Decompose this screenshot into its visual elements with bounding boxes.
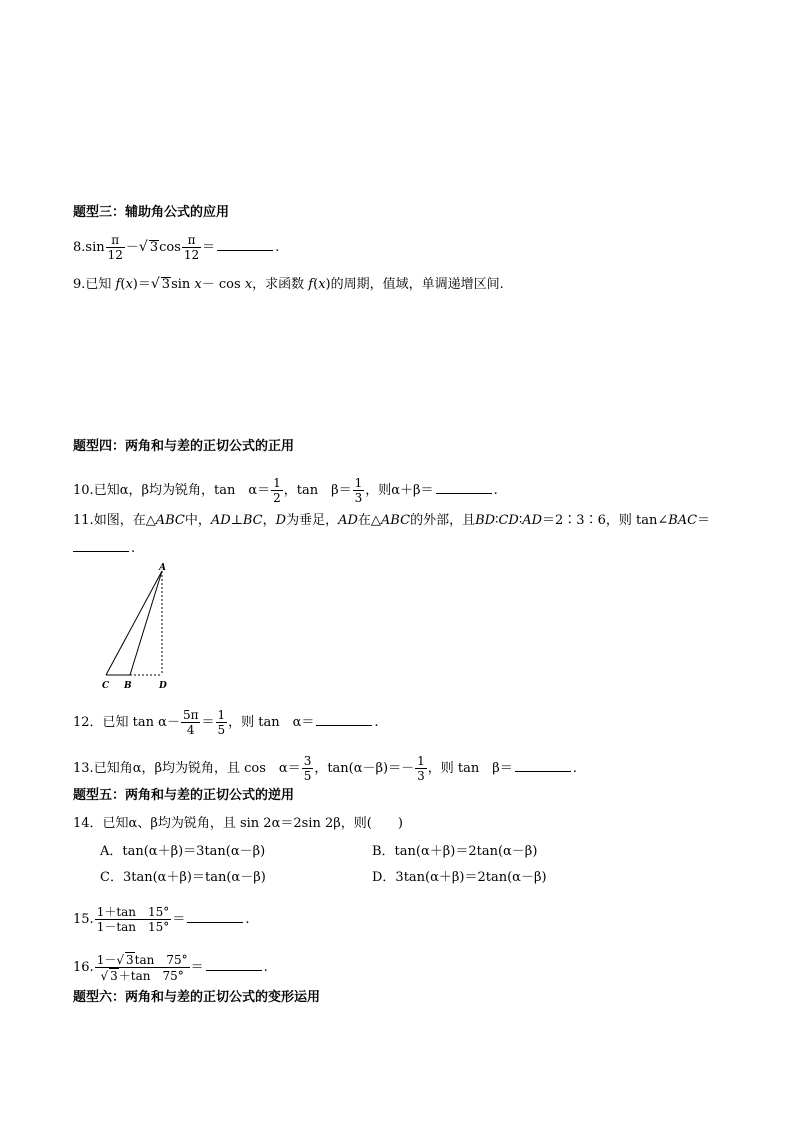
label-a: A [159,563,166,573]
q12-frac2 [216,708,228,737]
q9-eq: ＝ [137,277,151,292]
q11-perp: ⊥ [230,513,243,528]
q13-frac2-den: 3 [417,769,425,783]
q9-text1: 已知 [85,277,116,292]
sqrt-icon: √ [138,239,148,255]
q9-text3: 的周期，值域，单调递增区间. [330,277,504,292]
q10-frac2-num: 1 [354,476,363,490]
q10-frac1-den: 2 [273,491,281,505]
q16-num-b: tan 75° [134,953,188,967]
question-11-cont [73,539,135,558]
q9-x3: x [244,277,253,292]
q9-cos: － cos [201,277,245,292]
q11-bc: BC [242,513,263,528]
answer-blank[interactable] [217,238,273,251]
q16-num-sqrt3: 3 [125,953,134,967]
section4-title: 题型四：两角和与差的正切公式的正用 [73,439,295,454]
q10-frac1 [271,476,283,505]
q10-frac2 [353,476,365,505]
q13-number: 13. [73,761,94,776]
q15-frac-num: 1＋tan 15° [96,905,170,919]
question-9: 9.已知 f(x)＝√ 3sin x－ cos x，求函数 f(x)的周期，值域，单调递增区间. [73,276,504,292]
q13-end: . [572,761,577,776]
q12-number: 12． [73,715,103,730]
q11-ad3: AD [522,513,543,528]
q8-frac2-num: π [187,233,196,247]
q11-text1: 如图，在△ [93,513,156,528]
q11-end: . [131,541,136,556]
q16-num-a: 1－ [96,953,117,967]
q15-eq: ＝ [172,912,186,927]
q11-ad2: AD [338,513,358,528]
q11-colon1: ∶ [495,513,499,528]
q16-frac [95,952,190,983]
option-c[interactable]: C．3tan(α＋β)＝tan(α－β) [100,870,266,885]
q11-text5: 的外部，且 [410,513,476,528]
q10-number: 10. [73,483,94,498]
q11-text4: 在△ [357,513,381,528]
q11-ad: AD [210,513,231,528]
q12-frac2-num: 1 [217,708,226,722]
q13-frac2-num: 1 [417,754,425,768]
q9-number: 9. [73,277,86,292]
q11-bd: BD [475,513,496,528]
q9-sqrt3: 3 [161,277,171,292]
q11-abc2: ABC [380,513,411,528]
q15-frac [95,905,172,934]
question-14-stem: 14．已知α、β均为锐角，且 sin 2α＝2sin 2β，则( ) [73,816,403,831]
q13-text1: 已知角α，β均为锐角，且 cos α＝ [93,761,301,776]
label-b: B [124,681,132,691]
q11-comma: ， [262,513,276,528]
option-d[interactable]: D．3tan(α＋β)＝2tan(α－β) [372,870,547,885]
triangle-figure [98,562,178,692]
q11-text6: ＝2∶3∶6，则 tan∠ [542,513,669,528]
q9-x2: x [194,277,202,292]
sqrt-icon: √ [150,276,160,292]
q8-frac2-den: 12 [183,248,200,262]
q10-frac2-den: 3 [354,491,363,505]
q9-f: f [115,277,121,292]
q9-x: x [125,277,133,292]
q9-x4: x [318,277,326,292]
q8-cos: cos [159,240,181,255]
q15-end: . [245,912,250,927]
question-11 [73,512,710,530]
q16-number: 16. [73,960,94,975]
question-15 [73,905,249,934]
q8-frac2 [182,233,201,262]
q8-eq: ＝ [202,240,216,255]
q15-number: 15. [73,912,94,927]
section5-title: 题型五：两角和与差的正切公式的逆用 [73,788,295,803]
q8-sqrt3: 3 [149,240,159,255]
option-b[interactable]: B．tan(α＋β)＝2tan(α－β) [372,844,538,859]
q13-frac1-den: 5 [303,769,312,783]
q10-text2: ，tan β＝ [283,483,352,498]
sqrt-icon: √ [116,953,124,967]
answer-blank[interactable] [436,481,492,494]
q16-end: . [263,960,268,975]
answer-blank[interactable] [187,910,243,923]
line-ba [130,571,162,675]
sqrt-icon: √ [100,969,109,983]
q12-frac1-den: 4 [181,722,201,737]
q13-text2: ，tan(α－β)＝－ [314,761,415,776]
q9-text2: ，求函数 [252,277,309,292]
section6-title: 题型六：两角和与差的正切公式的变形运用 [73,990,321,1005]
q13-frac1-num: 3 [303,754,312,768]
q13-frac1 [302,754,314,783]
q16-frac-num [95,952,190,967]
q8-sin: sin [85,240,105,255]
q12-alpha: α－ [158,715,180,730]
answer-blank[interactable] [316,713,372,726]
q11-d: D [275,513,287,528]
q11-text7: ＝ [697,513,711,528]
q10-end: . [493,483,498,498]
q9-f2: f [308,277,314,292]
q10-frac1-num: 1 [273,476,281,490]
question-8 [73,233,279,262]
q8-frac1-den: 12 [107,248,123,262]
q8-end: . [275,240,280,255]
q12-frac2-den: 5 [217,723,226,737]
q10-text1: 已知α，β均为锐角，tan α＝ [93,483,271,498]
question-12 [73,708,379,737]
option-a[interactable]: A．tan(α＋β)＝3tan(α－β) [100,844,266,859]
answer-blank[interactable] [73,539,129,552]
label-c: C [102,681,110,691]
q13-text3: ，则 tan β＝ [427,761,513,776]
q12-end: . [374,715,379,730]
q11-abc: ABC [155,513,185,528]
q11-number: 11. [73,513,94,528]
q9-sin: sin [171,277,195,292]
q16-eq: ＝ [190,960,204,975]
question-16 [73,952,268,983]
q12-frac1-num: 5π [182,708,199,722]
q12-eq: ＝ [201,715,215,730]
answer-blank[interactable] [515,759,571,772]
question-10 [73,476,498,505]
q16-den-sqrt3: 3 [110,969,118,983]
q8-number: 8. [73,240,86,255]
q16-den-b: ＋tan 75° [118,969,184,983]
q16-frac-den [95,967,190,983]
q8-frac1 [106,233,125,262]
q15-frac-den: 1－tan 15° [96,920,170,934]
q11-bac: BAC [668,513,698,528]
q12-text1: 已知 tan [102,715,159,730]
q12-text2: ，则 tan α＝ [228,715,315,730]
q8-frac1-num: π [111,233,120,247]
section3-title: 题型三：辅助角公式的应用 [73,205,230,220]
question-13 [73,754,577,783]
q11-text3: 为垂足， [286,513,339,528]
line-ca [106,571,162,675]
q11-cd: CD [498,513,519,528]
q8-minus: － [125,240,139,255]
label-d: D [159,681,167,691]
q11-text2: 中， [184,513,211,528]
q12-frac1 [181,708,201,737]
answer-blank[interactable] [206,958,262,971]
q10-text3: ，则α＋β＝ [365,483,434,498]
q11-colon2: ∶ [518,513,523,528]
q13-frac2 [415,754,427,783]
